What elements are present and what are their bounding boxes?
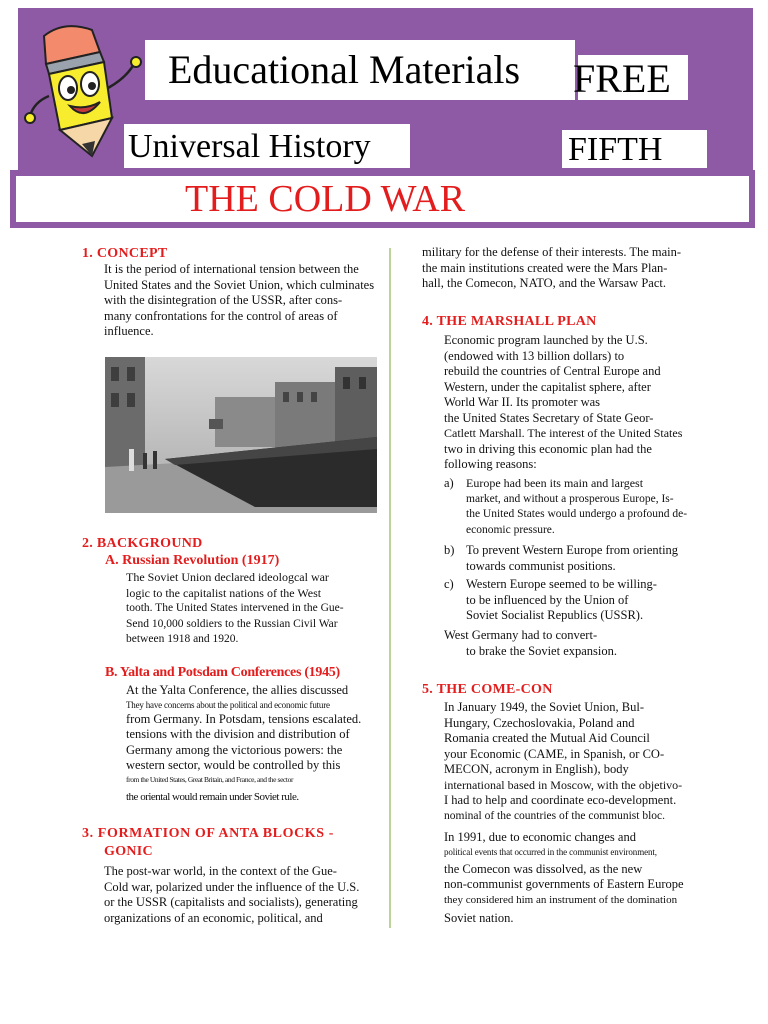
text-line: Catlett Marshall. The interest of the United States [444, 426, 683, 440]
text-line: international based in Moscow, with the objetivo- [444, 777, 683, 792]
text-line: Economic program launched by the U.S. [444, 333, 648, 347]
text-line: logic to the capitalist nations of the West [126, 585, 322, 600]
section-heading-concept: 1. CONCEPT [82, 246, 168, 261]
page-title: THE COLD WAR [185, 178, 466, 220]
russian-revolution-text [126, 570, 390, 648]
text-line: Western Europe seemed to be willing- [466, 577, 657, 591]
pencil-mascot-icon [22, 18, 147, 163]
formation-text [104, 864, 394, 926]
header-price: FREE [573, 56, 671, 101]
list-marker: b) [444, 543, 455, 557]
list-marker: c) [444, 577, 454, 591]
text-line: between 1918 and 1920. [126, 633, 239, 645]
text-line: The Soviet Union declared ideologcal war [126, 570, 329, 584]
text-line: western sector, would be controlled by this [126, 758, 341, 772]
subheading-yalta-potsdam: B. Yalta and Potsdam Conferences (1945) [105, 665, 340, 680]
text-line: towards communist positions. [466, 558, 616, 573]
text-line: Germany among the victorious powers: the [126, 742, 343, 757]
text-line: United States and the Soviet Union, which culminates [104, 277, 375, 292]
text-line: the United States would undergo a profound de- [466, 508, 688, 520]
text-line: influence. [104, 324, 154, 338]
text-line: Cold war, polarized under the influence of the U.S. [104, 879, 360, 894]
continuation-text [422, 245, 742, 292]
text-line: the United States Secretary of State Geor- [444, 410, 654, 425]
text-line: the Comecon was dissolved, as the new [444, 861, 643, 876]
text-line: or the USSR (capitalists and socialists), generating [104, 895, 358, 909]
text-line: West Germany had to convert- [444, 628, 598, 642]
text-line: hall, the Comecon, NATO, and the Warsaw Pact. [422, 276, 666, 290]
text-line: following reasons: [444, 457, 537, 471]
text-line: the main institutions created were the Mars Plan- [422, 260, 668, 275]
text-line: to brake the Soviet expansion. [466, 643, 618, 658]
reason-a-text [466, 476, 734, 538]
text-line: from Germany. In Potsdam, tensions escalated. [126, 711, 362, 726]
text-line: rebuild the countries of Central Europe and [444, 364, 661, 378]
text-line: Western, under the capitalist sphere, after [444, 379, 651, 394]
text-line: It is the period of international tension between the [104, 262, 359, 276]
text-line: (endowed with 13 billion dollars) to [444, 348, 625, 363]
marshall-end-text [444, 628, 734, 659]
text-line: Soviet nation. [444, 911, 514, 925]
text-line: MECON, acronym in English), body [444, 762, 629, 776]
text-line: military for the defense of their interests. The main- [422, 245, 682, 259]
text-line: many confrontations for the control of areas of [104, 308, 338, 323]
text-line: market, and without a prosperous Europe, Is- [466, 492, 674, 505]
text-line: At the Yalta Conference, the allies discussed [126, 683, 349, 697]
subheading-russian-revolution: A. Russian Revolution (1917) [105, 553, 280, 568]
text-line: tensions with the division and distribution of [126, 727, 350, 741]
yalta-potsdam-text [126, 683, 390, 805]
text-line: Hungary, Czechoslovakia, Poland and [444, 715, 635, 730]
text-line: They have concerns about the political and economic future [126, 699, 330, 710]
text-line: with the disintegration of the USSR, after cons- [104, 293, 343, 307]
text-line: political events that occurred in the communist environment, [444, 846, 657, 857]
text-line: tooth. The United States intervened in the Gue- [126, 602, 344, 614]
section-heading-comecon: 5. THE COME-CON [422, 682, 553, 697]
text-line: the oriental would remain under Soviet rule. [126, 790, 299, 803]
text-line: from the United States, Great Britain, and France, and the sector [126, 774, 294, 784]
text-line: nominal of the countries of the communist bloc. [444, 809, 666, 822]
text-line: your Economic (CAME, in Spanish, or CO- [444, 746, 665, 761]
section-heading-formation: 3. FORMATION OF ANTA BLOCKS - [82, 826, 335, 841]
section-heading-formation-cont: GONIC [104, 844, 153, 859]
list-marker: a) [444, 476, 454, 490]
soldiers-march-photo [105, 357, 377, 513]
text-line: organizations of an economic, political, and [104, 910, 323, 925]
text-line: World War II. Its promoter was [444, 395, 601, 409]
header-title: Educational Materials [168, 47, 521, 92]
text-line: In January 1949, the Soviet Union, Bul- [444, 700, 644, 714]
header-grade: FIFTH [568, 131, 663, 168]
comecon-text [444, 700, 739, 824]
section-heading-marshall-plan: 4. THE MARSHALL PLAN [422, 314, 597, 329]
header-subject: Universal History [128, 128, 371, 165]
reason-c-text [466, 577, 734, 624]
text-line: Soviet Socialist Republics (USSR). [466, 608, 644, 622]
text-line: In 1991, due to economic changes and [444, 830, 636, 844]
reason-b-text [466, 543, 734, 574]
text-line: To prevent Western Europe from orienting [466, 543, 679, 557]
marshall-plan-text [444, 333, 734, 473]
comecon-dissolution-text [444, 830, 744, 927]
text-line: Europe had been its main and largest [466, 476, 644, 490]
text-line: economic pressure. [466, 523, 555, 536]
text-line: I had to help and coordinate eco-development. [444, 793, 677, 807]
text-line: two in driving this economic plan had the [444, 441, 652, 456]
text-line: Romania created the Mutual Aid Council [444, 731, 650, 745]
section-heading-background: 2. BACKGROUND [82, 536, 203, 551]
text-line: Send 10,000 soldiers to the Russian Civil War [126, 617, 338, 630]
left-column [82, 246, 387, 262]
concept-text [104, 262, 389, 340]
text-line: they considered him an instrument of the domination [444, 893, 678, 906]
text-line: non-communist governments of Eastern Europe [444, 877, 684, 891]
text-line: The post-war world, in the context of the Gue- [104, 864, 337, 878]
text-line: to be influenced by the Union of [466, 592, 629, 607]
